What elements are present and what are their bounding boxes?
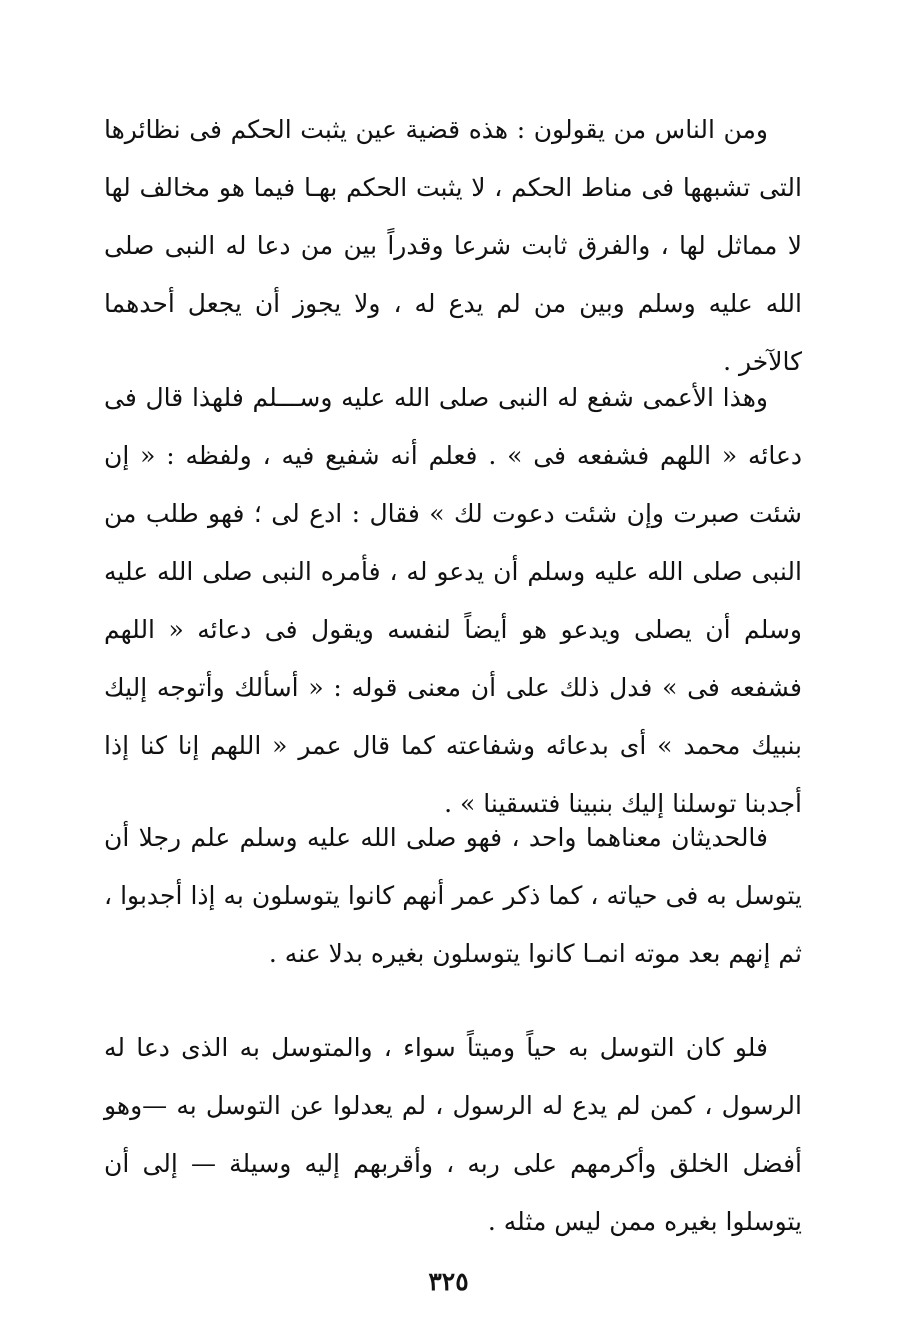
- paragraph-2: [104, 369, 802, 833]
- paragraph-3: [104, 809, 802, 983]
- paragraph-text: فلو كان التوسل به حياً وميتاً سواء ، والمتوسل به الذى دعا له الرسول ، كمن لم يدع له الرسول ، لم يعدلوا عن التوسل به —وهو أفضل الخلق وأكرمهم على ربه ، وأقربهم إليه وسيلة — إلى أن يتوسلوا بغيره ممن ليس مثله .: [104, 1033, 802, 1236]
- page-number: ٣٢٥: [428, 1267, 469, 1296]
- paragraph-text: ومن الناس من يقولون : هذه قضية عين يثبت الحكم فى نظائرها التى تشبهها فى مناط الحكم ، لا يثبت الحكم بهـا فيما هو مخالف لها لا مماثل لها ، والفرق ثابت شرعا وقدراً بين من دعا له النبى صلى الله عليه وسلم وبين من لم يدع له ، ولا يجوز أن يجعل أحدهما كالآخر .: [104, 115, 802, 376]
- paragraph-text: وهذا الأعمى شفع له النبى صلى الله عليه وســـلم فلهذا قال فى دعائه « اللهم فشفعه فى » . فعلم أنه شفيع فيه ، ولفظه : « إن شئت صبرت وإن شئت دعوت لك » فقال : ادع لى ؛ فهو طلب من النبى صلى الله عليه وسلم أن يدعو له ، فأمره النبى صلى الله عليه وسلم أن يصلى ويدعو هو أيضاً لنفسه ويقول فى دعائه « اللهم فشفعه فى » فدل ذلك على أن معنى قوله : « أسألك وأتوجه إليك بنبيك محمد » أى بدعائه وشفاعته كما قال عمر « اللهم إنا كنا إذا أجدبنا توسلنا إليك بنبينا فتسقينا » .: [104, 383, 802, 818]
- paragraph-4: [104, 1019, 802, 1251]
- paragraph-1: [104, 101, 802, 391]
- paragraph-text: فالحديثان معناهما واحد ، فهو صلى الله عليه وسلم علم رجلا أن يتوسل به فى حياته ، كما ذكر عمر أنهم كانوا يتوسلون به إذا أجدبوا ، ثم إنهم بعد موته انمـا كانوا يتوسلون بغيره بدلا عنه .: [104, 823, 802, 968]
